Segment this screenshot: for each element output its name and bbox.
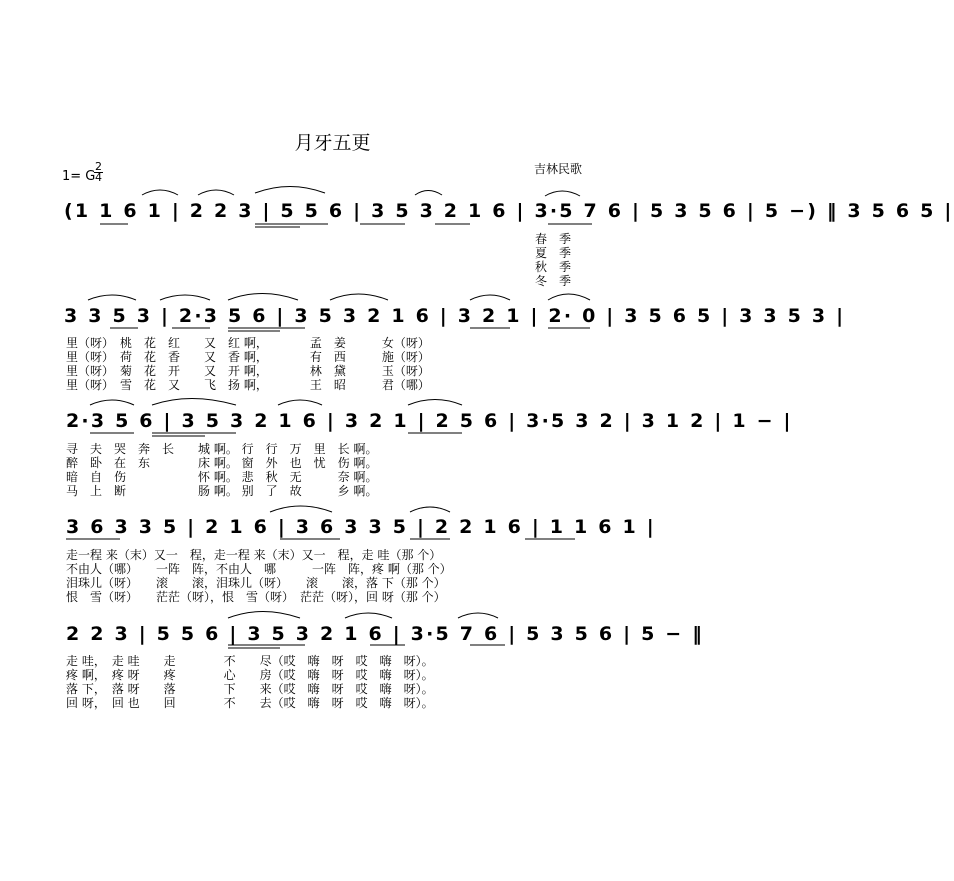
slur xyxy=(90,400,134,405)
system-5-verse-1: 走 哇， 走 哇 走 不 尽（哎 嗨 呀 哎 嗨 呀）。 xyxy=(66,654,434,668)
system-2-notes: 3 3 5 3 | 2·3 5 6 | 3 5 3 2 1 6 | 3 2 1 | 2· 0 | 3 5 6 5 | 3 3 5 3 | xyxy=(64,305,846,327)
slur xyxy=(152,399,236,406)
system-5-notes: 2 2 3 | 5 5 6 | 3 5 3 2 1 6 | 3·5 7 6 | 5 3 5 6 | 5 − ‖ xyxy=(66,623,704,645)
system-3-verse-1: 寻 夫 哭 奔 长 城 啊。 行 行 万 里 长 啊。 xyxy=(66,442,378,456)
key-signature: 1= G xyxy=(62,169,96,184)
slur xyxy=(458,613,498,618)
slur xyxy=(548,294,590,300)
song-title: 月牙五更 xyxy=(294,132,371,154)
system-2-verse-3: 里（呀） 菊 花 开 又 开 啊， 林 黛 玉（呀） xyxy=(66,364,430,378)
slur xyxy=(228,294,298,301)
slur xyxy=(408,400,462,406)
slur xyxy=(160,295,210,300)
verse-start-1: 春 季 xyxy=(535,232,572,246)
verse-start-2: 夏 季 xyxy=(535,246,572,260)
slur xyxy=(228,612,300,619)
system-4-notes: 3 6 3 3 5 | 2 1 6 | 3 6 3 3 5 | 2 2 1 6 | 1 1 6 1 | xyxy=(66,516,656,538)
slur xyxy=(410,507,450,512)
slur xyxy=(330,294,388,300)
system-1-notes: (1 1 6 1 | 2 2 3 | 5 5 6 | 3 5 3 2 1 6 | 3·5 7 6 | 5 3 5 6 | 5 −) ‖ 3 5 6 5 | xyxy=(64,200,954,222)
slur xyxy=(88,295,136,300)
system-3-verse-3: 暗 自 伤 怀 啊。 悲 秋 无 奈 啊。 xyxy=(66,470,378,484)
slur xyxy=(415,191,442,196)
slur xyxy=(255,187,325,194)
slur xyxy=(270,506,332,512)
system-3-verse-4: 马 上 断 肠 啊。 别 了 故 乡 啊。 xyxy=(66,484,378,498)
system-3-verse-2: 醉 卧 在 东 床 啊。 窗 外 也 忧 伤 啊。 xyxy=(66,456,378,470)
slur xyxy=(545,191,580,196)
verse-start-4: 冬 季 xyxy=(535,274,572,288)
song-source: 吉林民歌 xyxy=(534,162,583,176)
system-4-verse-1: 走一程 来（末）又一 程，走一程 来（末）又一 程，走 哇（那 个） xyxy=(66,548,442,562)
slur xyxy=(470,295,510,300)
system-2-verse-4: 里（呀） 雪 花 又 飞 扬 啊， 王 昭 君（哪） xyxy=(66,378,430,392)
system-4-verse-3: 泪珠儿（呀） 滚 滚，泪珠儿（呀） 滚 滚，落 下（那 个） xyxy=(66,576,446,590)
time-numerator: 2 xyxy=(95,160,102,173)
system-5-verse-2: 疼 啊， 疼 呀 疼 心 房（哎 嗨 呀 哎 嗨 呀）。 xyxy=(66,668,434,682)
slur xyxy=(345,613,392,618)
system-5-verse-4: 回 呀， 回 也 回 不 去（哎 嗨 呀 哎 嗨 呀）。 xyxy=(66,696,434,710)
system-2-verse-2: 里（呀） 荷 花 香 又 香 啊， 有 西 施（呀） xyxy=(66,350,430,364)
slur xyxy=(278,400,322,405)
verse-start-3: 秋 季 xyxy=(535,260,572,274)
system-4-verse-2: 不由人（哪） 一阵 阵，不由人 哪 一阵 阵，疼 啊（那 个） xyxy=(66,562,452,576)
system-5-verse-3: 落 下， 落 呀 落 下 来（哎 嗨 呀 哎 嗨 呀）。 xyxy=(66,682,434,696)
system-4-verse-4: 恨 雪（呀） 茫茫（呀），恨 雪（呀） 茫茫（呀），回 呀（那 个） xyxy=(66,590,446,604)
time-denominator: 4 xyxy=(95,171,102,184)
system-2-verse-1: 里（呀） 桃 花 红 又 红 啊， 孟 姜 女（呀） xyxy=(66,336,430,350)
slur xyxy=(142,190,178,195)
system-3-notes: 2·3 5 6 | 3 5 3 2 1 6 | 3 2 1 | 2 5 6 | 3·5 3 2 | 3 1 2 | 1 − | xyxy=(66,410,793,432)
slur xyxy=(198,190,234,195)
